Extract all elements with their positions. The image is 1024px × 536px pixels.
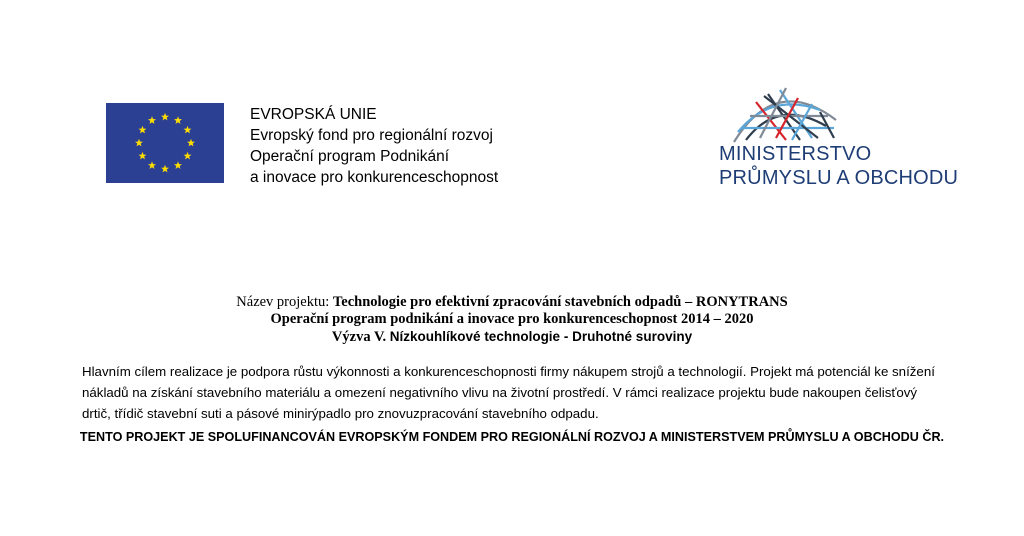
ministry-line-2: PRŮMYSLU A OBCHODU bbox=[719, 167, 959, 189]
call-row bbox=[0, 328, 1024, 346]
eu-star-icon bbox=[174, 161, 182, 169]
project-name-row bbox=[0, 294, 1024, 311]
eu-star-icon bbox=[161, 165, 169, 173]
eu-star-icon bbox=[148, 116, 156, 124]
project-name-label: Název projektu: bbox=[236, 294, 330, 310]
eu-star-icon bbox=[187, 139, 195, 147]
eu-star-icon bbox=[174, 116, 182, 124]
eu-star-icon bbox=[138, 126, 146, 134]
eu-star-icon bbox=[161, 113, 169, 121]
eu-line-4: a inovace pro konkurenceschopnost bbox=[250, 169, 499, 186]
eu-line-1: EVROPSKÁ UNIE bbox=[250, 106, 377, 123]
call-title: Nízkouhlíkové technologie - Druhotné suroviny bbox=[389, 329, 693, 344]
eu-fund-text bbox=[250, 104, 498, 188]
project-heading bbox=[0, 294, 1024, 346]
ministry-name bbox=[719, 142, 958, 190]
eu-star-icon bbox=[138, 152, 146, 160]
description-line: nákladů na získání stavebního materiálu a omezení negativního vlivu na životní prostředí. V rámci realizace projektu bude nakoupen čelisťový bbox=[82, 385, 918, 400]
eu-star-icon bbox=[148, 161, 156, 169]
eu-star-icon bbox=[184, 152, 192, 160]
eu-star-icon bbox=[184, 126, 192, 134]
eu-line-3: Operační program Podnikání bbox=[250, 148, 450, 165]
eu-star-icon bbox=[135, 139, 143, 147]
call-prefix: Výzva V. bbox=[331, 329, 387, 345]
description-line: drtič, třídič stavební suti a pásové minirýpadlo pro znovuzpracování stavebního odpadu. bbox=[82, 406, 599, 421]
eu-flag-icon bbox=[106, 103, 224, 183]
cofinancing-note: TENTO PROJEKT JE SPOLUFINANCOVÁN EVROPSKÝM FONDEM PRO REGIONÁLNÍ ROZVOJ A MINISTERSTVEM PRŮMYSLU A OBCHODU ČR. bbox=[79, 430, 945, 444]
eu-line-2: Evropský fond pro regionální rozvoj bbox=[250, 127, 493, 144]
project-name-value: Technologie pro efektivní zpracování stavebních odpadů – RONYTRANS bbox=[332, 294, 788, 310]
program-name: Operační program podnikání a inovace pro konkurenceschopnost 2014 – 2020 bbox=[270, 311, 754, 327]
project-description bbox=[82, 361, 952, 424]
ministry-line-1: MINISTERSTVO bbox=[719, 143, 872, 165]
description-line: Hlavním cílem realizace je podpora růstu výkonnosti a konkurenceschopnosti firmy nákupem strojů a technologií. Projekt má potenciál ke snížení bbox=[82, 364, 935, 379]
